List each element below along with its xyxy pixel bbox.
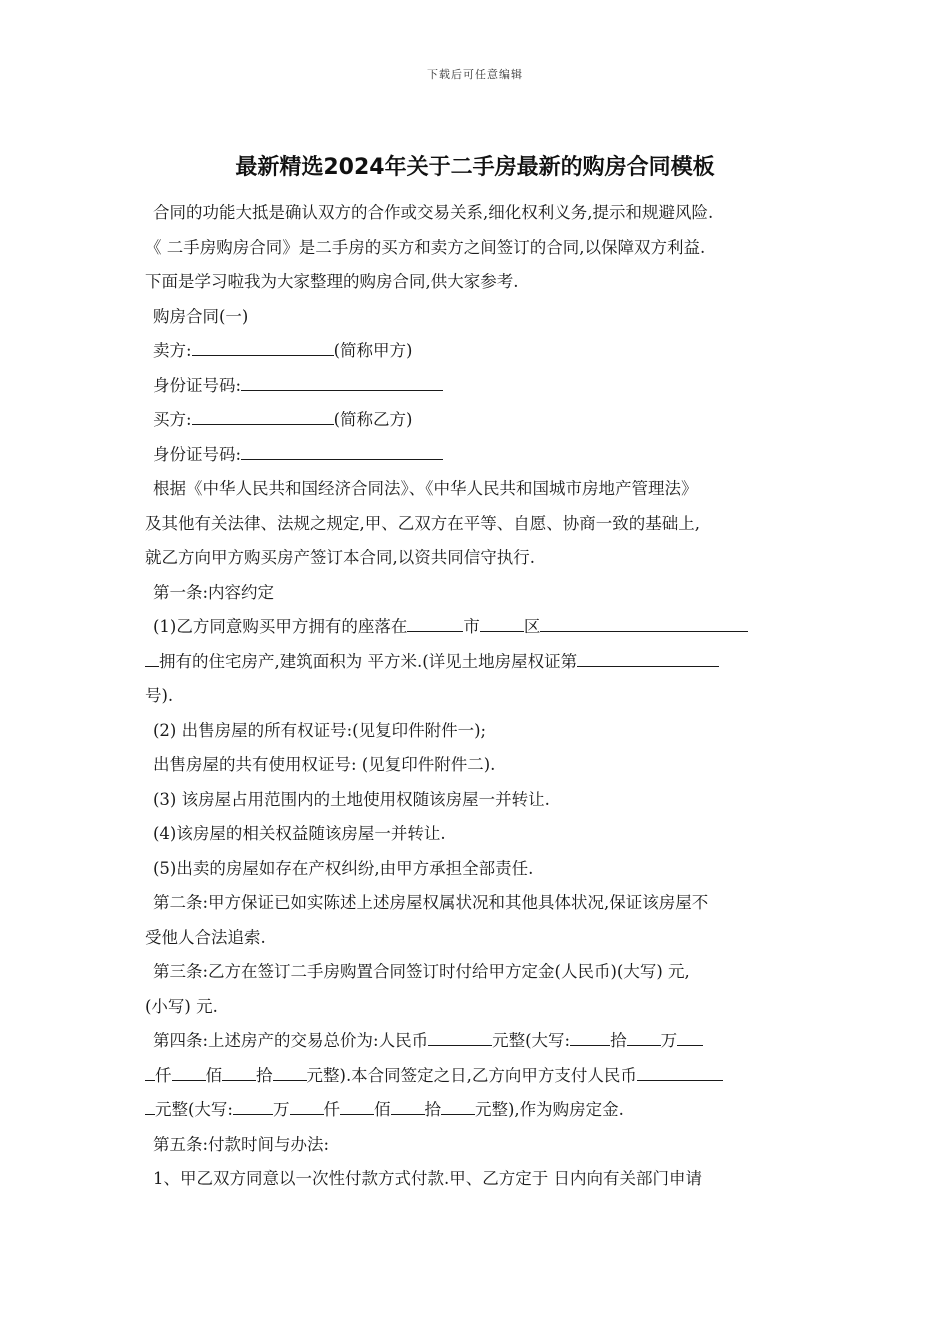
article-5-item-1: 1、甲乙双方同意以一次性付款方式付款.甲、乙方定于 日内向有关部门申请 <box>153 1169 702 1188</box>
article-1-title: 第一条:内容约定 <box>153 582 275 602</box>
article-3-line-2: (小写) 元. <box>145 996 218 1016</box>
amount-blank <box>677 1027 703 1046</box>
article-1-item-5: (5)出卖的房屋如存在产权纠纷,由甲方承担全部责任. <box>153 858 534 878</box>
city-blank <box>480 613 524 632</box>
amount-blank <box>233 1096 273 1115</box>
article-4-line-2 <box>145 1059 810 1094</box>
buyer-blank <box>192 406 334 425</box>
article-1-item-2: (2) 出售房屋的所有权证号:(见复印件附件一); <box>153 720 487 740</box>
article-3-line-1: 第三条:乙方在签订二手房购置合同签订时付给甲方定金(人民币)(大写) 元, <box>153 962 690 981</box>
article-1-item-3: (3) 该房屋占用范围内的土地使用权随该房屋一并转让. <box>153 789 550 809</box>
text-segment: 第四条:上述房产的交易总价为:人民币 <box>153 1031 429 1050</box>
contract-heading: 购房合同(一) <box>153 306 249 326</box>
article-1-item-1-line-2 <box>145 645 810 680</box>
seller-label: 卖方: <box>153 341 192 360</box>
buyer-label: 买方: <box>153 410 192 429</box>
text-segment: 市 <box>463 617 480 636</box>
amount-blank <box>441 1096 475 1115</box>
document-title: 最新精选2024年关于二手房最新的购房合同模板 <box>235 155 715 180</box>
id-label: 身份证号码: <box>153 375 242 395</box>
intro-line-2: 《 二手房购房合同》是二手房的买方和卖方之间签订的合同,以保障双方利益. <box>145 237 706 257</box>
header-note: 下载后可任意编辑 <box>427 68 523 81</box>
amount-blank <box>273 1062 307 1081</box>
text-segment: 拾 <box>424 1100 441 1119</box>
intro-line-1: 合同的功能大抵是确认双方的合作或交易关系,细化权利义务,提示和规避风险. <box>153 203 714 222</box>
seller-suffix: (简称甲方) <box>333 341 413 360</box>
price-blank <box>428 1027 492 1046</box>
text-segment: 拾 <box>256 1065 273 1085</box>
text-segment: 仟 <box>155 1065 172 1085</box>
text-segment: 拥有的住宅房产,建筑面积为 平方米.(详见土地房屋权证第 <box>159 651 578 671</box>
text-segment: 元整(大写: <box>492 1031 571 1050</box>
basis-line-3: 就乙方向甲方购买房产签订本合同,以资共同信守执行. <box>145 548 535 567</box>
amount-blank <box>290 1096 324 1115</box>
amount-blank <box>627 1027 661 1046</box>
location-blank <box>407 613 463 632</box>
article-4-line-3 <box>145 1093 810 1128</box>
seller-id-blank <box>241 372 443 391</box>
address-blank <box>145 648 159 667</box>
article-2-line-2: 受他人合法追索. <box>145 927 266 947</box>
text-segment: 佰 <box>205 1065 222 1085</box>
id-label: 身份证号码: <box>153 444 242 464</box>
buyer-line <box>145 403 810 438</box>
amount-blank <box>222 1062 256 1081</box>
amount-blank <box>391 1096 425 1115</box>
buyer-suffix: (简称乙方) <box>333 410 413 429</box>
amount-blank <box>172 1062 206 1081</box>
intro-line-3: 下面是学习啦我为大家整理的购房合同,供大家参考. <box>145 272 519 291</box>
text-segment: 元整(大写: <box>155 1100 233 1119</box>
basis-line-1: 根据《中华人民共和国经济合同法》、《中华人民共和国城市房地产管理法》 <box>153 479 698 498</box>
text-segment: 万 <box>273 1100 290 1119</box>
seller-line <box>145 334 810 369</box>
article-2-line-1: 第二条:甲方保证已如实陈述上述房屋权属状况和其他具体状况,保证该房屋不 <box>153 893 709 912</box>
district-blank <box>540 613 748 632</box>
article-1-item-4: (4)该房屋的相关权益随该房屋一并转让. <box>153 824 446 843</box>
certificate-blank <box>577 648 719 667</box>
text-segment: (1)乙方同意购买甲方拥有的座落在 <box>153 617 408 636</box>
text-segment: 元整) <box>306 1065 346 1085</box>
amount-blank <box>145 1096 155 1115</box>
article-1-item-1-line-1 <box>145 610 810 645</box>
text-segment: 区 <box>523 617 541 636</box>
article-5-title: 第五条:付款时间与办法: <box>153 1134 330 1154</box>
text-segment: 拾 <box>610 1031 627 1050</box>
basis-line-2: 及其他有关法律、法规之规定,甲、乙双方在平等、自愿、协商一致的基础上, <box>145 513 700 533</box>
buyer-id-line <box>145 438 810 473</box>
article-1-item-1-line-3: 号). <box>145 686 174 705</box>
buyer-id-blank <box>241 441 443 460</box>
amount-blank <box>570 1027 610 1046</box>
text-segment: 元整),作为购房定金. <box>475 1100 624 1119</box>
text-segment: .本合同签定之日,乙方向甲方支付人民币 <box>345 1065 637 1085</box>
amount-blank <box>145 1062 155 1081</box>
text-segment: 佰 <box>374 1100 391 1119</box>
deposit-blank <box>637 1062 723 1081</box>
text-segment: 万 <box>660 1031 678 1050</box>
document-body <box>145 196 810 1197</box>
seller-id-line <box>145 369 810 404</box>
amount-blank <box>340 1096 374 1115</box>
article-1-item-2b: 出售房屋的共有使用权证号: (见复印件附件二). <box>153 755 496 774</box>
text-segment: 仟 <box>323 1100 340 1119</box>
seller-blank <box>192 337 334 356</box>
article-4-line-1 <box>145 1024 810 1059</box>
